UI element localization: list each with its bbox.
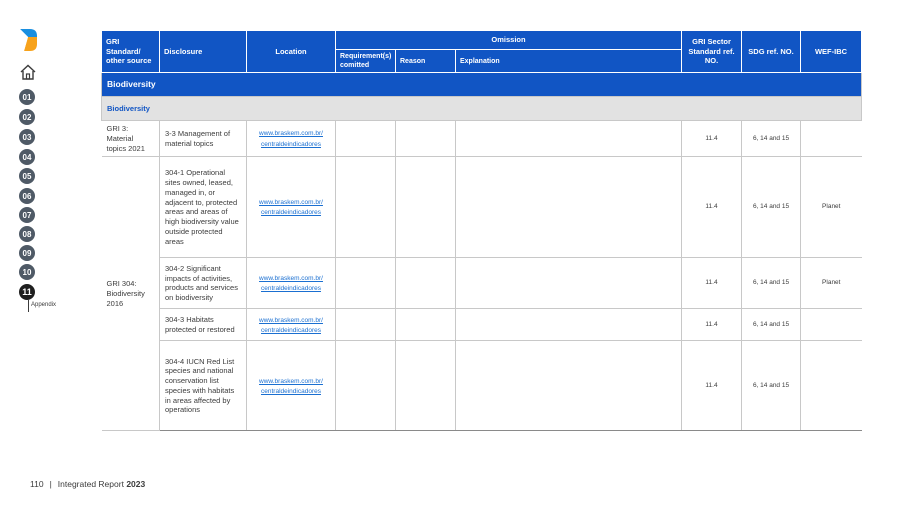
location-cell (247, 121, 336, 157)
requirements-cell (336, 157, 396, 258)
reason-cell (396, 309, 456, 341)
standard-cell: GRI 304: Biodiversity 2016 (102, 157, 160, 431)
chapter-09-button[interactable]: 09 (19, 245, 35, 261)
header-gri-standard: GRI Standard/ other source (102, 31, 160, 73)
location-link[interactable]: www.braskem.com.br/ centraldeindicadores (259, 316, 323, 334)
location-link[interactable]: www.braskem.com.br/ centraldeindicadores (259, 199, 323, 217)
disclosure-cell: 304-1 Operational sites owned, leased, managed in, or adjacent to, protected areas and areas of high biodiversity value outside protected areas (160, 157, 247, 258)
location-cell (247, 309, 336, 341)
reason-cell (396, 157, 456, 258)
braskem-logo-icon[interactable] (18, 28, 38, 52)
reason-cell (396, 258, 456, 309)
chapter-01-button[interactable]: 01 (19, 89, 35, 105)
chapter-02-button[interactable]: 02 (19, 109, 35, 125)
requirements-cell (336, 121, 396, 157)
reason-cell (396, 121, 456, 157)
subsection-band-biodiversity: Biodiversity (102, 97, 862, 121)
header-explanation: Explanation (456, 50, 682, 73)
report-label: Integrated Report (57, 479, 124, 489)
chapter-11-button[interactable]: 11 (19, 284, 35, 300)
sdg-cell: 6, 14 and 15 (742, 258, 801, 309)
wef-cell (801, 309, 862, 341)
table-row (102, 258, 862, 309)
chapter-06-button[interactable]: 06 (19, 188, 35, 204)
page-number: 110 (30, 479, 44, 489)
wef-cell: Planet (801, 258, 862, 309)
location-link[interactable]: www.braskem.com.br/ centraldeindicadores (259, 377, 323, 395)
disclosure-cell: 304-4 IUCN Red List species and national conservation list species with habitats in areas affected by operations (160, 341, 247, 431)
explanation-cell (456, 309, 682, 341)
sdg-cell: 6, 14 and 15 (742, 341, 801, 431)
table-row (102, 121, 862, 157)
chapter-04-button[interactable]: 04 (19, 149, 35, 165)
appendix-label: Appendix (31, 302, 57, 308)
footer-separator: | (49, 479, 52, 489)
location-link[interactable]: www.braskem.com.br/ centraldeindicadores (259, 130, 323, 148)
disclosure-cell: 3-3 Management of material topics (160, 121, 247, 157)
gri-sector-cell: 11.4 (682, 121, 742, 157)
gri-sector-cell: 11.4 (682, 341, 742, 431)
gri-content-table (101, 30, 862, 431)
wef-cell (801, 121, 862, 157)
explanation-cell (456, 341, 682, 431)
sdg-cell: 6, 14 and 15 (742, 121, 801, 157)
header-location: Location (247, 31, 336, 73)
gri-sector-cell: 11.4 (682, 258, 742, 309)
location-cell (247, 258, 336, 309)
location-link[interactable]: www.braskem.com.br/ centraldeindicadores (259, 275, 323, 293)
appendix-indicator (28, 300, 29, 312)
disclosure-cell: 304-2 Significant impacts of activities, products and services on biodiversity (160, 258, 247, 309)
explanation-cell (456, 157, 682, 258)
chapter-08-button[interactable]: 08 (19, 226, 35, 242)
explanation-cell (456, 258, 682, 309)
chapter-05-button[interactable]: 05 (19, 168, 35, 184)
requirements-cell (336, 341, 396, 431)
header-gri-sector: GRI Sector Standard ref. NO. (682, 31, 742, 73)
requirements-cell (336, 309, 396, 341)
page-footer (30, 479, 145, 489)
table-row (102, 309, 862, 341)
header-disclosure: Disclosure (160, 31, 247, 73)
reason-cell (396, 341, 456, 431)
disclosure-cell: 304-3 Habitats protected or restored (160, 309, 247, 341)
explanation-cell (456, 121, 682, 157)
wef-cell (801, 341, 862, 431)
header-omission: Omission (336, 31, 682, 50)
table-row (102, 341, 862, 431)
location-cell (247, 157, 336, 258)
gri-sector-cell: 11.4 (682, 157, 742, 258)
chapter-07-button[interactable]: 07 (19, 207, 35, 223)
wef-cell: Planet (801, 157, 862, 258)
requirements-cell (336, 258, 396, 309)
chapter-03-button[interactable]: 03 (19, 129, 35, 145)
report-year: 2023 (126, 479, 146, 489)
header-wef-ibc: WEF-IBC (801, 31, 862, 73)
section-band-biodiversity: Biodiversity (102, 73, 862, 97)
sdg-cell: 6, 14 and 15 (742, 157, 801, 258)
standard-cell: GRI 3: Material topics 2021 (102, 121, 160, 157)
header-sdg: SDG ref. NO. (742, 31, 801, 73)
header-requirements: Requirement(s) comitted (336, 50, 396, 73)
gri-sector-cell: 11.4 (682, 309, 742, 341)
header-reason: Reason (396, 50, 456, 73)
sdg-cell: 6, 14 and 15 (742, 309, 801, 341)
table-row (102, 157, 862, 258)
location-cell (247, 341, 336, 431)
home-icon[interactable] (19, 64, 37, 80)
chapter-10-button[interactable]: 10 (19, 264, 35, 280)
